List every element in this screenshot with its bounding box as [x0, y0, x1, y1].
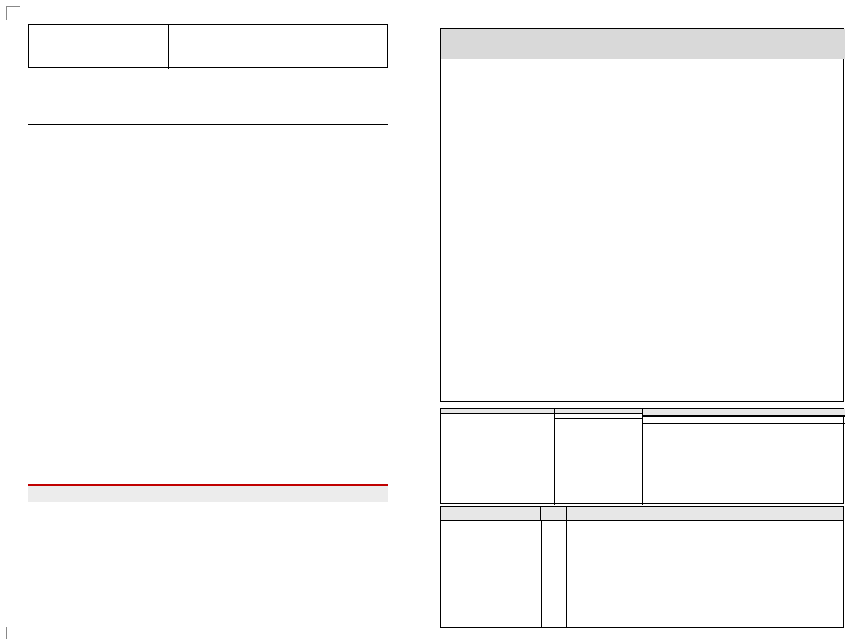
bulletin-right-page: [440, 28, 844, 628]
schedule-section: [440, 408, 844, 504]
bulletin-header: [28, 24, 388, 68]
sermon-heading: [441, 29, 845, 59]
crop-mark: [6, 6, 20, 20]
dawn-prayer-service: [643, 409, 845, 505]
crop-mark: [6, 627, 20, 639]
offering-counters: [541, 521, 567, 627]
preacher-rotation: [441, 409, 555, 505]
service-title: [29, 25, 169, 69]
bulletin-left-page: [28, 24, 388, 619]
prayer-and-offering-table: [440, 506, 844, 628]
sermon-summary: [440, 28, 844, 402]
bible-reading-plan: [555, 409, 643, 505]
order-of-worship: [28, 124, 388, 125]
meditation-title: [28, 484, 388, 502]
